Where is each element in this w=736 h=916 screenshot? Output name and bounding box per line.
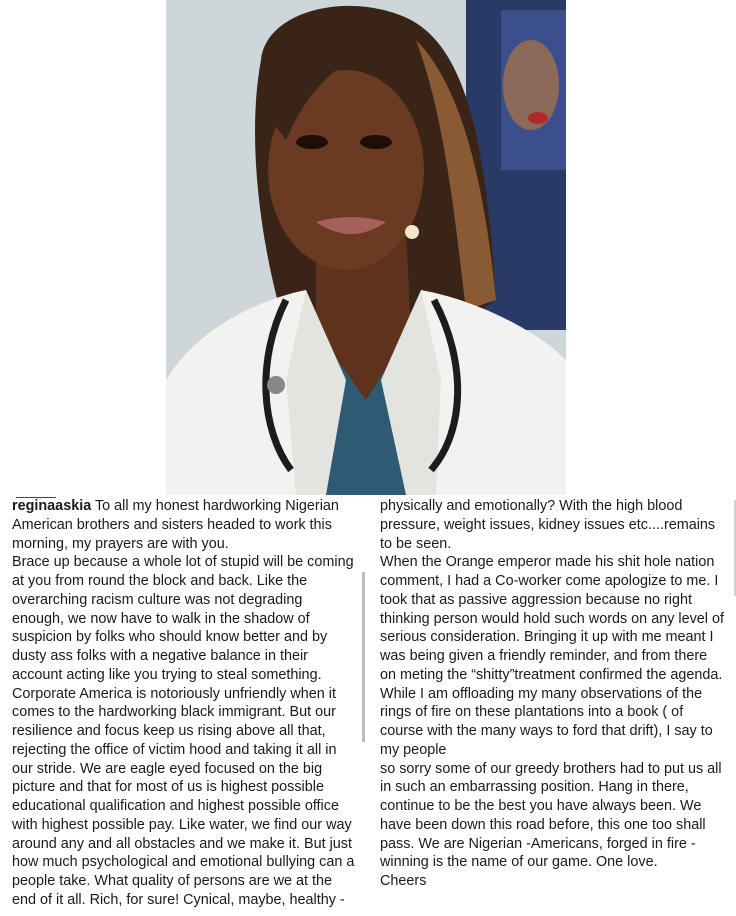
comment-paragraph: Corporate America is notoriously unfriendly when it comes to the hardworking black immigrant. But our resilience and focus keep us rising above all that, rejecting the office of victim hood and taking it all in our stride. We are eagle eyed focused on the big picture and that for most of us is highest possible educational qualification and highest possible office with highest possible pay. Like water, we find our way around any and all obstacles and we make it. But just how much psychological and emotional bullying can a people take. What quality of persons are we at the end of it all. Rich, for sure! Cynical, maybe, healthy - (12, 685, 355, 908)
comment-left-column (12, 497, 356, 916)
profile-photo (166, 0, 566, 495)
comment-paragraph: To all my honest hardworking Nigerian American brothers and sisters headed to work this morning, my prayers are with you. (12, 498, 339, 552)
comment-paragraph: While I am offloading my many observations of the rings of fire on these plantations into a book ( of course with the many ways to ford that drift), I say to my people (380, 685, 713, 758)
comment-paragraph: When the Orange emperor made his shit hole nation comment, I had a Co-worker come apologize to me. I took that as passive aggression because no right thinking person would hold such words on any level of serious consideration. Bringing it up with me meant I was being given a friendly reminder, and from there on meting the “shitty”treatment confirmed the agenda. (380, 554, 724, 683)
comment-paragraph: physically and emotionally? With the high blood pressure, weight issues, kidney issues etc....remains to be seen. (380, 498, 716, 552)
username[interactable]: reginaaskia (12, 498, 92, 514)
comment-text-right (380, 497, 726, 891)
scrollbar[interactable] (362, 572, 365, 742)
comment-paragraph: Cheers (380, 873, 427, 889)
comment-right-column (380, 497, 726, 916)
comment-text-left (12, 497, 356, 910)
divider (731, 500, 736, 596)
comment-paragraph: so sorry some of our greedy brothers had to put us all in such an embarrassing position. Hang in there, continue to be the best you have always been. We have been down this road before, this one too shall pass. We are Nigerian -Americans, forged in fire - winning is the name of our game. One love. (380, 760, 722, 871)
comment-paragraph: Brace up because a whole lot of stupid will be coming at you from round the block and back. Like the overarching racism culture was not degrading enough, we now have to walk in the shadow of suspicion by folks who should know better and by dusty ass folks with a negative balance in their account acting like you trying to steal something. (12, 554, 354, 683)
